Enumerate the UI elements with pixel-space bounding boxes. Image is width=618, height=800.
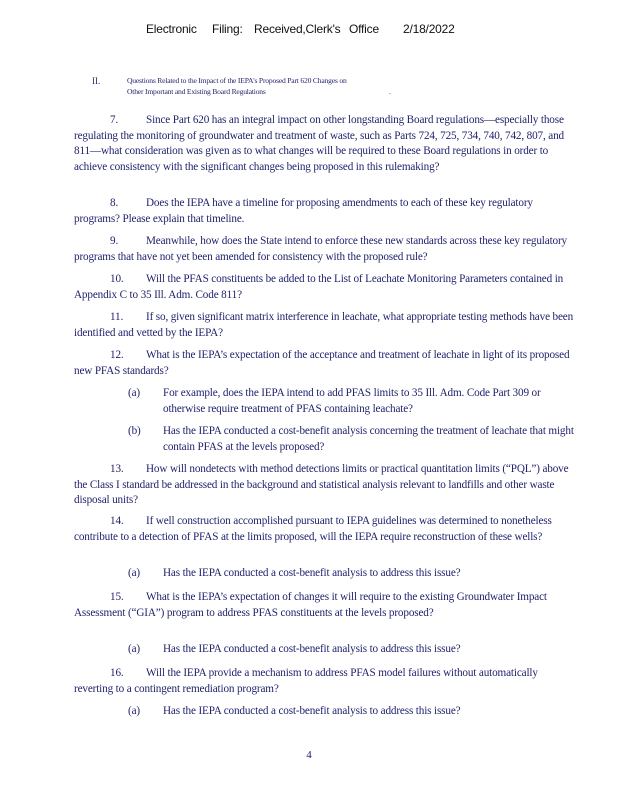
- question-15: [74, 590, 574, 621]
- question-number: 13.: [110, 463, 124, 475]
- section-title-line1: Questions Related to the Impact of the IEPA's Proposed Part 620 Changes on: [127, 76, 347, 85]
- subitem-label: (a): [128, 705, 140, 717]
- subitem-text: Has the IEPA conducted a cost-benefit analysis to address this issue?: [163, 643, 461, 655]
- header-received: Received,Clerk's: [254, 22, 341, 36]
- subitem-text: Has the IEPA conducted a cost-benefit analysis concerning the treatment of leachate that might contain PFAS at the levels proposed?: [163, 425, 574, 453]
- header-electronic: Electronic: [146, 22, 197, 36]
- question-9: [74, 234, 574, 265]
- question-text: If so, given significant matrix interference in leachate, what appropriate testing methods have been identified and vetted by the IEPA?: [74, 311, 574, 339]
- subitem-16a: [128, 704, 574, 720]
- question-8: [74, 196, 574, 227]
- question-text: Meanwhile, how does the State intend to enforce these new standards across these key regulatory programs that have not yet been amended for consistency with the proposed rule?: [74, 235, 567, 263]
- question-text: Will the IEPA provide a mechanism to address PFAS model failures without automatically reverting to a contingent remediation program?: [74, 667, 538, 695]
- question-14: [74, 514, 574, 545]
- question-number: 9.: [110, 235, 119, 247]
- question-16: [74, 666, 574, 697]
- header-filing: Filing:: [212, 22, 243, 36]
- subitem-label: (a): [128, 567, 140, 579]
- subitem-12b: [128, 424, 574, 455]
- section-number: II.: [92, 76, 101, 86]
- question-10: [74, 272, 574, 303]
- header-date: 2/18/2022: [403, 22, 455, 36]
- question-number: 16.: [110, 667, 124, 679]
- question-number: 12.: [110, 349, 124, 361]
- question-12: [74, 348, 574, 379]
- subitem-label: (a): [128, 387, 140, 399]
- question-text: What is the IEPA’s expectation of changes it will require to the existing Groundwater Impact Assessment (“GIA”) program to address PFAS constituents at the levels proposed?: [74, 591, 547, 619]
- subitem-text: For example, does the IEPA intend to add PFAS limits to 35 Ill. Adm. Code Part 309 or otherwise require treatment of PFAS containing leachate?: [163, 387, 541, 415]
- question-text: How will nondetects with method detections limits or practical quantitation limits (“PQL”) above the Class I standard be addressed in the background and statistical analysis relevant to landfills and other waste disposal units?: [74, 463, 569, 507]
- question-13: [74, 462, 574, 509]
- question-text: If well construction accomplished pursuant to IEPA guidelines was determined to nonetheless contribute to a detection of PFAS at the limits proposed, will the IEPA require reconstruction of these wells?: [74, 515, 552, 543]
- question-number: 14.: [110, 515, 124, 527]
- question-number: 7.: [110, 114, 119, 126]
- subitem-label: (a): [128, 643, 140, 655]
- question-text: Does the IEPA have a timeline for proposing amendments to each of these key regulatory programs? Please explain that timeline.: [74, 197, 533, 225]
- question-text: What is the IEPA’s expectation of the acceptance and treatment of leachate in light of its proposed new PFAS standards?: [74, 349, 570, 377]
- question-number: 15.: [110, 591, 124, 603]
- subitem-text: Has the IEPA conducted a cost-benefit analysis to address this issue?: [163, 705, 461, 717]
- subitem-12a: [128, 386, 574, 417]
- question-number: 10.: [110, 273, 124, 285]
- question-text: Will the PFAS constituents be added to the List of Leachate Monitoring Parameters contained in Appendix C to 35 Ill. Adm. Code 811?: [74, 273, 564, 301]
- section-title-line2: Other Important and Existing Board Regulations: [127, 87, 266, 96]
- subitem-15a: [128, 642, 574, 658]
- subitem-text: Has the IEPA conducted a cost-benefit analysis to address this issue?: [163, 567, 461, 579]
- question-11: [74, 310, 574, 341]
- question-7: [74, 113, 574, 175]
- question-number: 11.: [110, 311, 124, 323]
- page-number: 4: [306, 749, 312, 761]
- section-title: [127, 75, 397, 97]
- subitem-label: (b): [128, 425, 141, 437]
- question-text: Since Part 620 has an integral impact on other longstanding Board regulations—especially those regulating the monitoring of groundwater and treatment of waste, such as Parts 724, 725, 734, 740, 742, 807, and 811—what consideration was given as to what changes will be required to these Board regulations in order to achieve consistency with the significant changes being proposed in this rulemaking?: [74, 114, 564, 173]
- header-office: Office: [349, 22, 379, 36]
- question-number: 8.: [110, 197, 119, 209]
- subitem-14a: [128, 566, 574, 582]
- section-title-trailing: .: [389, 87, 391, 96]
